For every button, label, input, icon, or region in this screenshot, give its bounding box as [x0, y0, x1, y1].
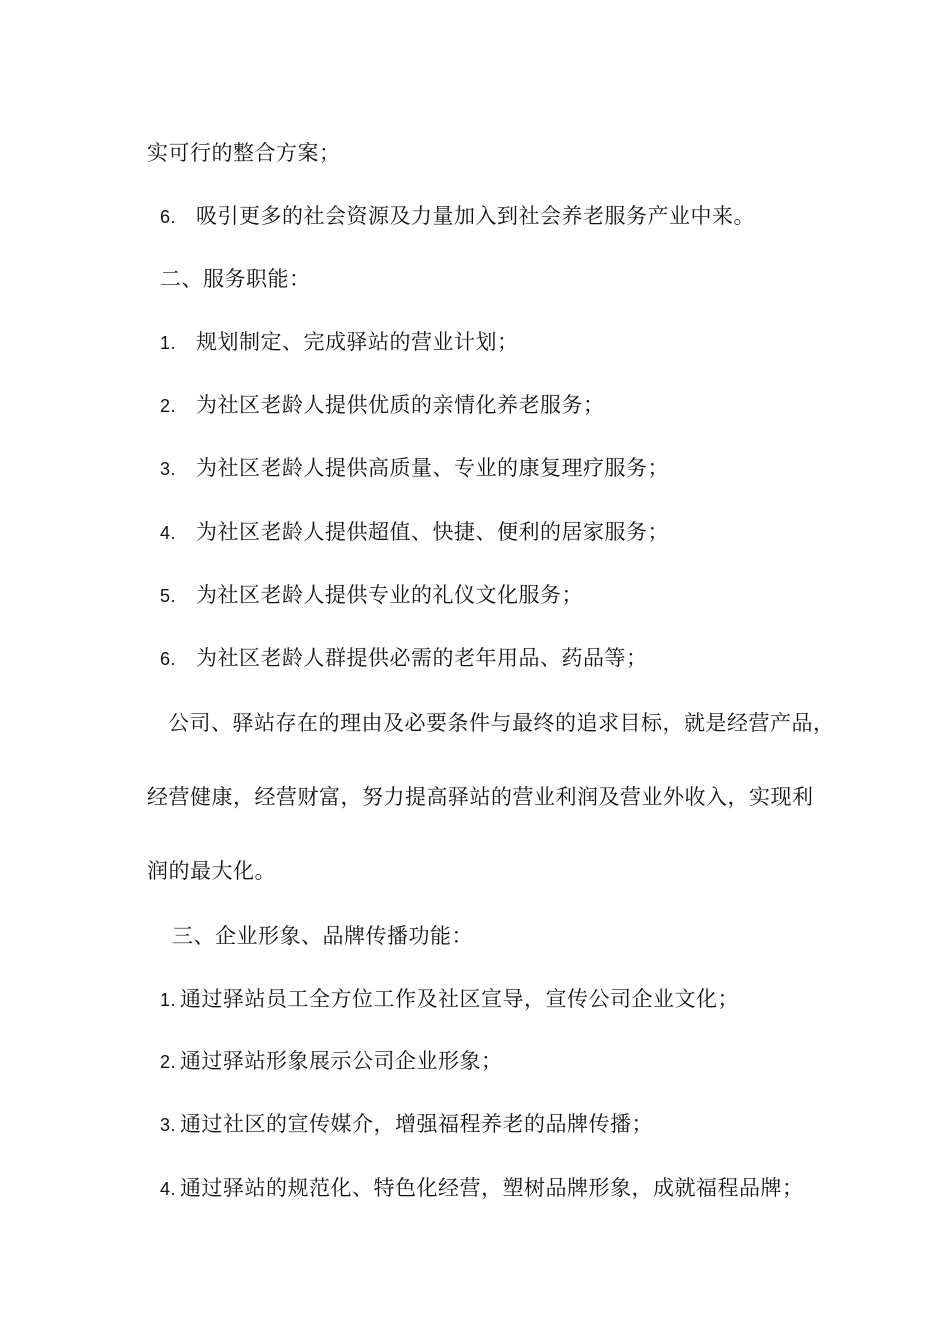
paragraph-line: 经营健康，经营财富，努力提高驿站的营业利润及营业外收入，实现利 [147, 785, 814, 809]
list-item-text: 为社区老龄人提供超值、快捷、便利的居家服务； [196, 520, 669, 544]
list-item-text: 通过社区的宣传媒介，增强福程养老的品牌传播； [180, 1112, 653, 1136]
list-item [160, 644, 648, 673]
list-item-text: 吸引更多的社会资源及力量加入到社会养老服务产业中来。 [196, 204, 755, 228]
list-item-number: 3. [160, 1115, 177, 1135]
list-item [160, 1047, 503, 1076]
list-item-text: 通过驿站形象展示公司企业形象； [180, 1049, 503, 1073]
list-item [160, 328, 519, 357]
section-heading: 二、服务职能： [160, 267, 311, 291]
list-item-number: 1. [160, 333, 177, 353]
list-item-number: 2. [160, 396, 177, 416]
list-item [160, 985, 739, 1014]
list-item [160, 454, 669, 483]
paragraph-line: 公司、驿站存在的理由及必要条件与最终的追求目标，就是经营产品， [168, 711, 835, 735]
list-item-number: 2. [160, 1052, 177, 1072]
list-item-text: 通过驿站员工全方位工作及社区宣导，宣传公司企业文化； [180, 987, 739, 1011]
list-item-text: 为社区老龄人提供优质的亲情化养老服务； [196, 393, 605, 417]
list-item-text: 为社区老龄人提供高质量、专业的康复理疗服务； [196, 456, 669, 480]
list-item [160, 1174, 804, 1203]
list-item [160, 581, 583, 610]
list-item-text: 为社区老龄人群提供必需的老年用品、药品等； [196, 646, 648, 670]
list-item [160, 518, 669, 547]
list-item-number: 4. [160, 523, 177, 543]
list-item [160, 391, 605, 420]
list-item-text: 为社区老龄人提供专业的礼仪文化服务； [196, 583, 583, 607]
list-item-number: 4. [160, 1179, 177, 1199]
list-item-text: 通过驿站的规范化、特色化经营，塑树品牌形象，成就福程品牌； [180, 1176, 804, 1200]
list-item-number: 5. [160, 586, 177, 606]
list-item-text: 规划制定、完成驿站的营业计划； [196, 330, 519, 354]
list-item [160, 202, 755, 231]
list-item-number: 1. [160, 990, 177, 1010]
continuation-text: 实可行的整合方案； [147, 141, 341, 165]
section-heading: 三、企业形象、品牌传播功能： [172, 924, 473, 948]
list-item-number: 3. [160, 459, 177, 479]
paragraph-line: 润的最大化。 [147, 859, 276, 883]
list-item [160, 1110, 653, 1139]
list-item-number: 6. [160, 649, 177, 669]
list-item-number: 6. [160, 207, 177, 227]
